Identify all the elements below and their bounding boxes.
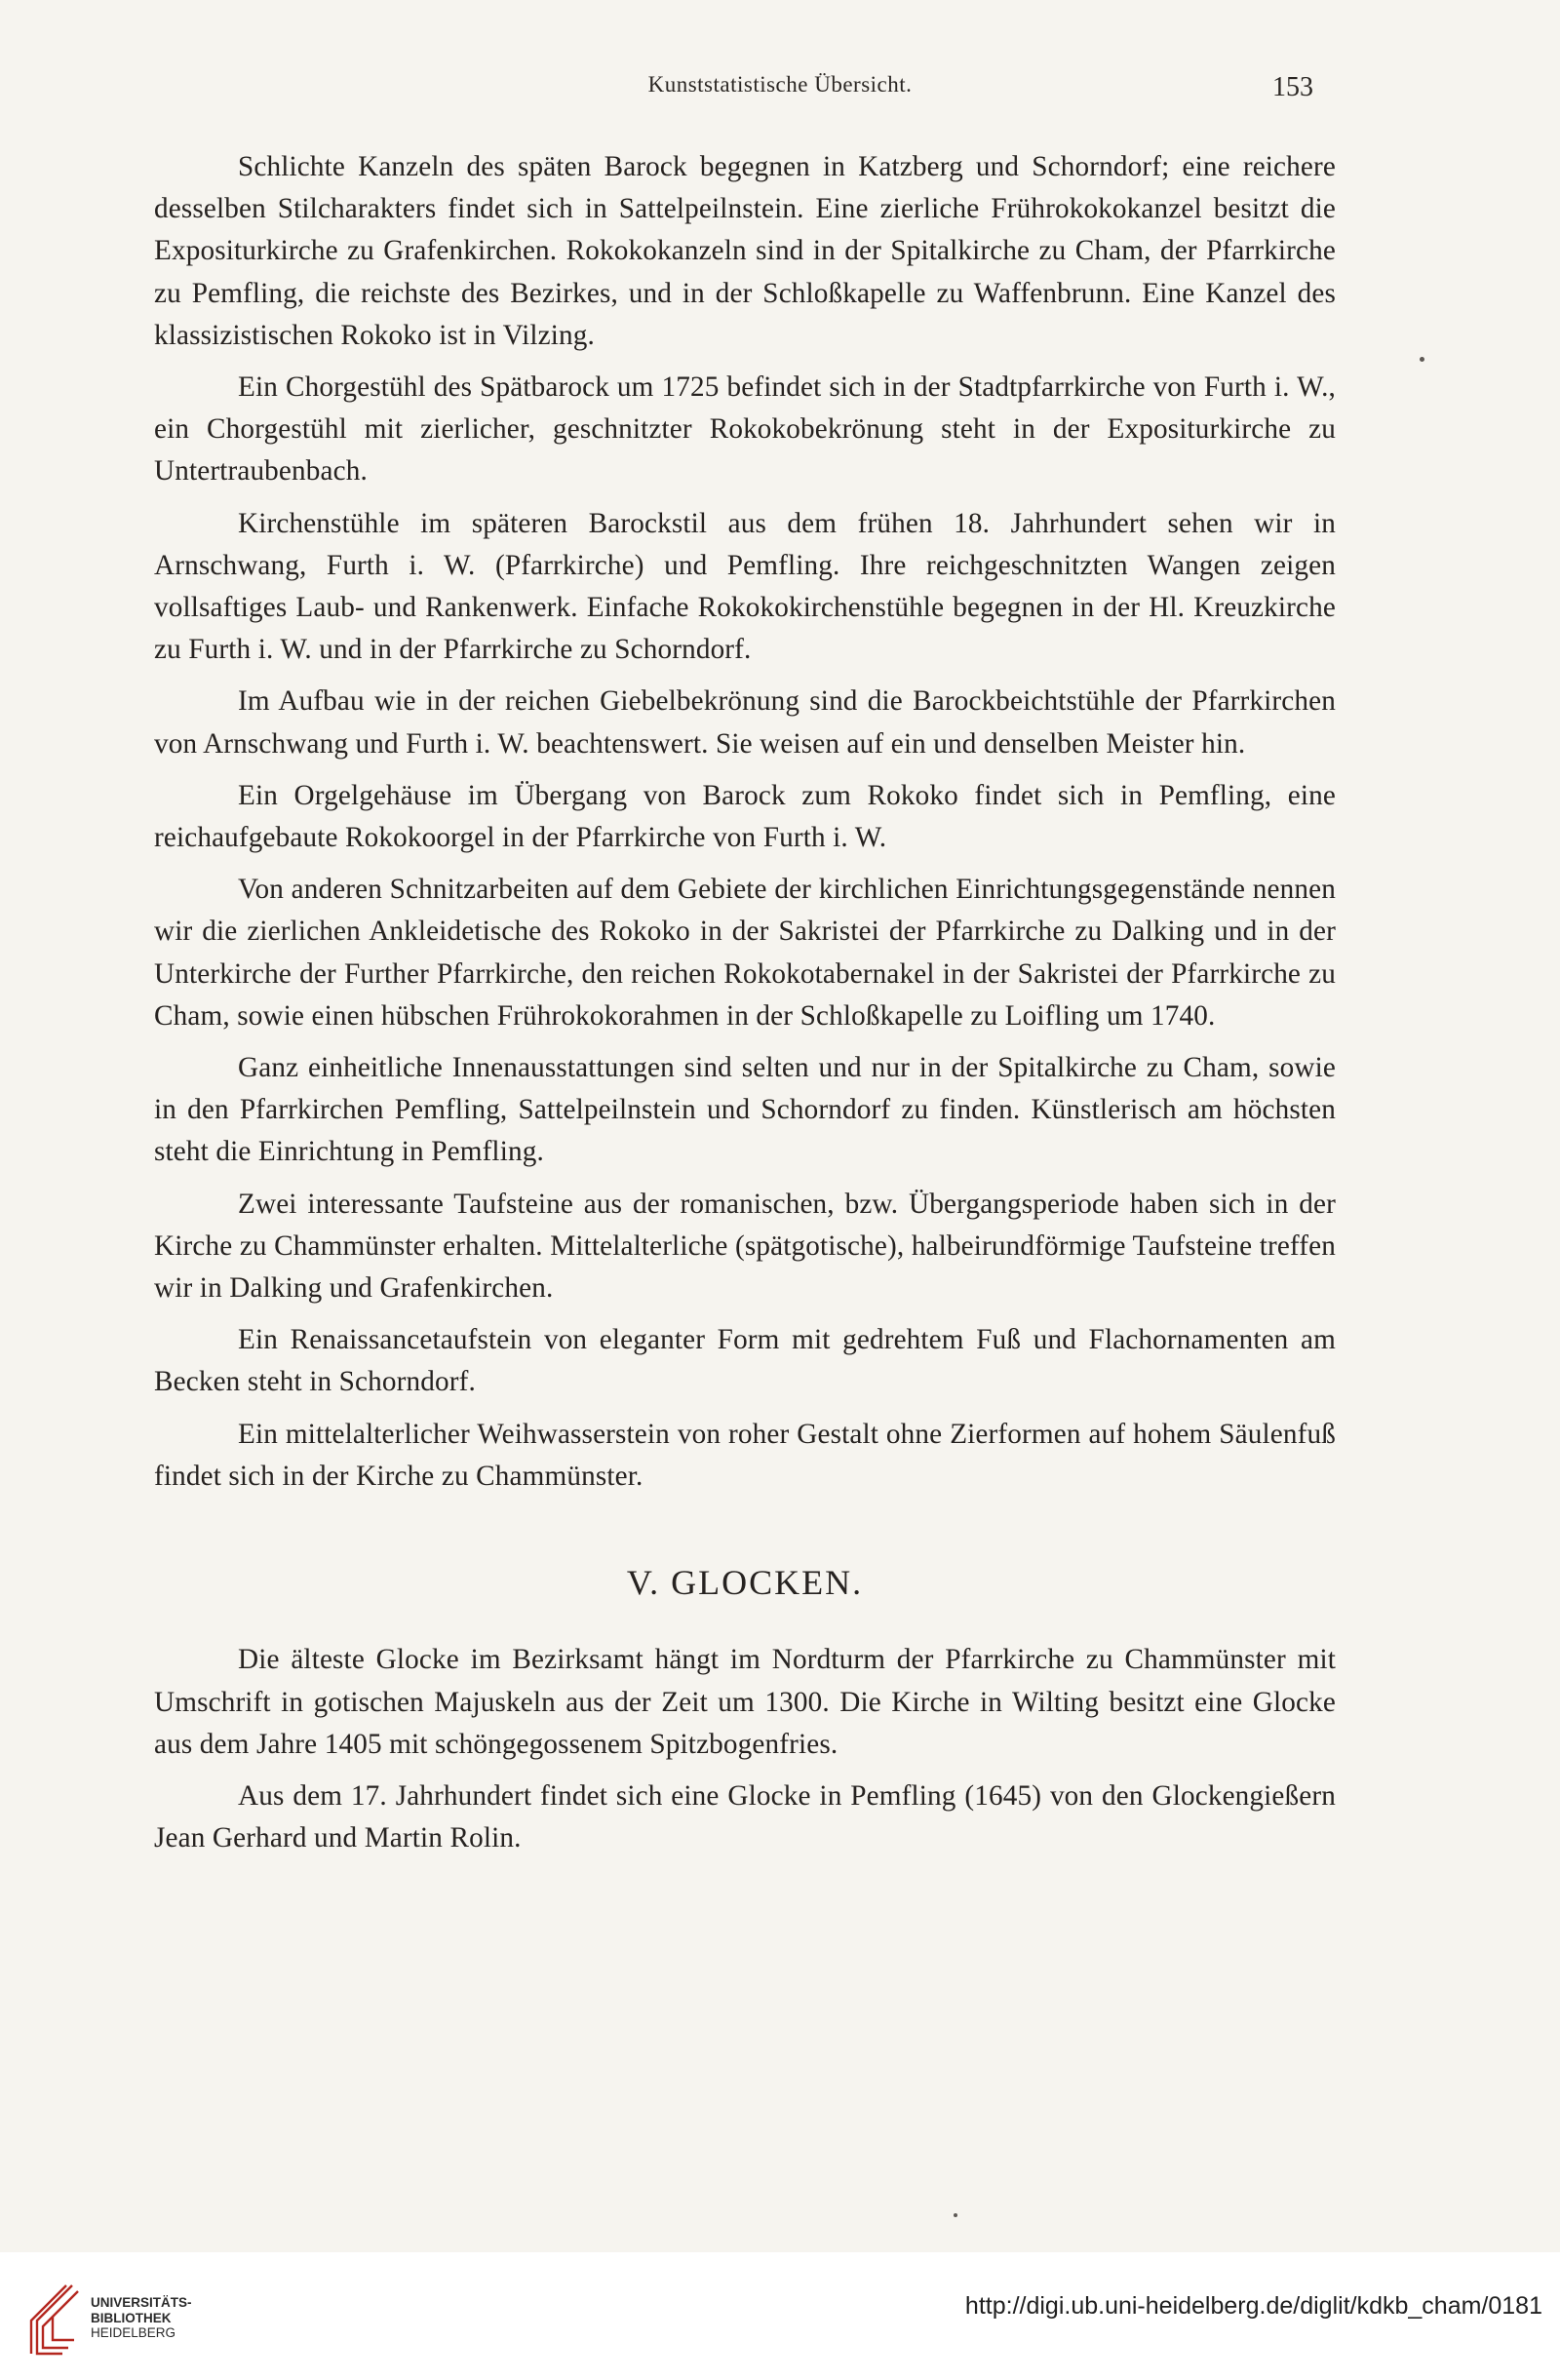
library-logo-icon — [23, 2282, 84, 2358]
paragraph: Kirchenstühle im späteren Barockstil aus dem frühen 18. Jahrhundert sehen wir in Arnschwang, Furth i. W. (Pfarrkirche) und Pemfling. Ihre reichgeschnitzten Wangen zeigen vollsaftiges Laub- und Rankenwerk. Einfache Rokokokirchenstühle begegnen in der Hl. Kreuzkirche zu Furth i. W. und in der Pfarrkirche zu Schorndorf. — [154, 507, 1336, 666]
library-name — [91, 2295, 192, 2341]
body-text — [154, 146, 1336, 1869]
paragraph: Schlichte Kanzeln des späten Barock begegnen in Katzberg und Schorndorf; eine reichere desselben Stilcharakters findet sich in Sattelpeilnstein. Eine zierliche Frührokokokanzel besitzt die Expositurkirche zu Grafenkirchen. Rokokokanzeln sind in der Spitalkirche zu Cham, der Pfarrkirche zu Pemfling, die reichste des Bezirkes, und in der Schloßkapelle zu Waffenbrunn. Eine Kanzel des klassizistischen Rokoko ist in Vilzing. — [154, 151, 1336, 351]
ink-speck — [1420, 357, 1424, 362]
source-url-link[interactable]: http://digi.ub.uni-heidelberg.de/diglit/kdkb_cham/0181 — [964, 2292, 1542, 2320]
library-name-line: BIBLIOTHEK — [91, 2310, 172, 2325]
section-heading: V. GLOCKEN. — [626, 1563, 864, 1603]
page-number: 153 — [1272, 72, 1313, 102]
ink-speck — [954, 2213, 957, 2217]
paragraph: Ein Chorgestühl des Spätbarock um 1725 befindet sich in der Stadtpfarrkirche von Furth i. W., ein Chorgestühl mit zierlicher, geschnitzter Rokokobekrönung steht in der Expositurkirche zu Untertraubenbach. — [154, 371, 1336, 488]
library-name-line: HEIDELBERG — [91, 2325, 176, 2340]
paragraph: Aus dem 17. Jahrhundert findet sich eine Glocke in Pemfling (1645) von den Glockengießern Jean Gerhard und Martin Rolin. — [154, 1779, 1336, 1854]
paragraph: Von anderen Schnitzarbeiten auf dem Gebiete der kirchlichen Einrichtungsgegenstände nennen wir die zierlichen Ankleidetische des Rokoko in der Sakristei der Pfarrkirche zu Dalking und in der Unterkirche der Further Pfarrkirche, den reichen Rokokotabernakel in der Sakristei der Pfarrkirche zu Cham, sowie einen hübschen Frührokokorahmen in der Schloßkapelle zu Loifling um 1740. — [154, 874, 1336, 1032]
paragraph: Ein mittelalterlicher Weihwasserstein von roher Gestalt ohne Zierformen auf hohem Säulenfuß findet sich in der Kirche zu Chammünster. — [154, 1418, 1336, 1492]
paragraph: Die älteste Glocke im Bezirksamt hängt im Nordturm der Pfarrkirche zu Chammünster mit Umschrift in gotischen Majuskeln aus der Zeit um 1300. Die Kirche in Wilting besitzt eine Glocke aus dem Jahre 1405 mit schöngegossenem Spitzbogenfries. — [154, 1644, 1336, 1760]
library-name-line: UNIVERSITÄTS- — [91, 2295, 192, 2310]
paragraph: Ein Renaissancetaufstein von eleganter Form mit gedrehtem Fuß und Flachornamenten am Becken steht in Schorndorf. — [154, 1324, 1336, 1398]
footer — [0, 2252, 1560, 2380]
paragraph: Zwei interessante Taufsteine aus der romanischen, bzw. Übergangsperiode haben sich in der Kirche zu Chammünster erhalten. Mittelalterliche (spätgotische), halbeirundförmige Taufsteine treffen wir in Dalking und Grafenkirchen. — [154, 1188, 1336, 1305]
paragraph: Im Aufbau wie in der reichen Giebelbekrönung sind die Barockbeichtstühle der Pfarrkirchen von Arnschwang und Furth i. W. beachtenswert. Sie weisen auf ein und denselben Meister hin. — [154, 685, 1336, 760]
paragraph: Ganz einheitliche Innenausstattungen sind selten und nur in der Spitalkirche zu Cham, sowie in den Pfarrkirchen Pemfling, Sattelpeilnstein und Schorndorf zu finden. Künstlerisch am höchsten steht die Einrichtung in Pemfling. — [154, 1052, 1336, 1168]
paragraph: Ein Orgelgehäuse im Übergang von Barock zum Rokoko findet sich in Pemfling, eine reichaufgebaute Rokokoorgel in der Pfarrkirche von Furth i. W. — [154, 779, 1336, 854]
running-head: Kunststatistische Übersicht. — [647, 72, 913, 97]
